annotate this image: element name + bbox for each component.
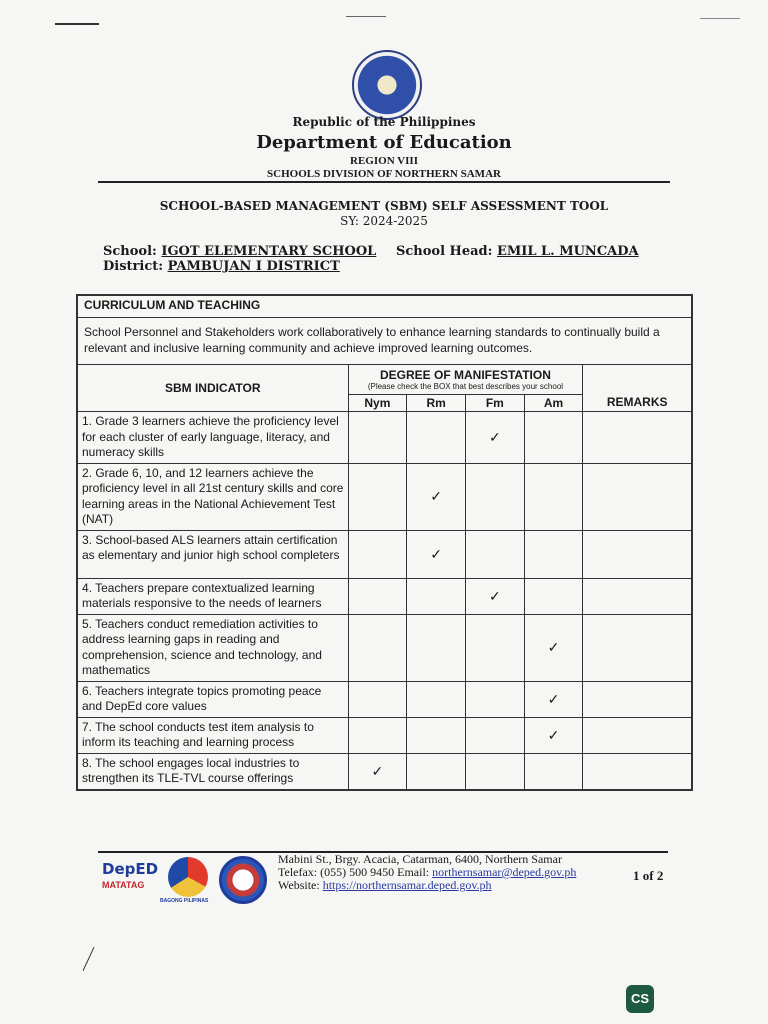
checkbox-cell-rm[interactable] xyxy=(407,463,466,530)
website-label: Website: xyxy=(278,878,320,892)
checkbox-cell-fm[interactable] xyxy=(465,614,524,681)
indicator-header: SBM INDICATOR xyxy=(78,365,349,412)
table-row xyxy=(78,530,692,578)
checkbox-cell-nym[interactable] xyxy=(348,753,407,789)
indicator-rows xyxy=(78,412,692,790)
checkbox-cell-nym[interactable] xyxy=(348,614,407,681)
remarks-header: REMARKS xyxy=(583,365,692,412)
header-divider xyxy=(98,181,670,183)
checkbox-cell-fm[interactable] xyxy=(465,681,524,717)
remarks-cell[interactable] xyxy=(583,530,692,578)
indicator-text: 2. Grade 6, 10, and 12 learners achieve the proficiency level in all 21st century skills and core learning areas in the National Achievement Test (NAT) xyxy=(78,463,349,530)
check-mark-icon: ✓ xyxy=(488,428,501,445)
indicator-text: 4. Teachers prepare contextualized learning materials responsive to the needs of learners xyxy=(78,578,349,614)
school-year: SY: 2024-2025 xyxy=(340,214,428,228)
district-info xyxy=(103,259,340,274)
checkbox-cell-rm[interactable] xyxy=(407,753,466,789)
department-title: Department of Education xyxy=(256,132,512,153)
checkbox-cell-rm[interactable] xyxy=(407,717,466,753)
republic-line: Republic of the Philippines xyxy=(292,115,476,129)
bagong-pilipinas-logo-icon xyxy=(168,857,208,897)
checkbox-cell-fm[interactable] xyxy=(465,530,524,578)
school-head-info xyxy=(396,244,639,259)
remarks-cell[interactable] xyxy=(583,614,692,681)
table-row xyxy=(78,614,692,681)
remarks-cell[interactable] xyxy=(583,578,692,614)
page-number: 1 of 2 xyxy=(633,868,664,883)
check-mark-icon: ✓ xyxy=(430,488,442,504)
school-head-name: EMIL L. MUNCADA xyxy=(496,244,639,259)
checkbox-cell-fm[interactable] xyxy=(465,753,524,789)
section-description: School Personnel and Stakeholders work collaboratively to enhance learning standards to continually build a relevant and inclusive learning community and achieve improved learning outcomes. xyxy=(78,318,692,365)
deped-matatag-logo xyxy=(102,860,158,890)
checkbox-cell-nym[interactable] xyxy=(348,578,407,614)
footer-address: Mabini St., Brgy. Acacia, Catarman, 6400, Northern Samar xyxy=(278,852,562,866)
table-row xyxy=(78,717,692,753)
scan-mark-top-left xyxy=(55,23,99,25)
deped-logo-text: DepED xyxy=(102,860,159,878)
level-header-am: Am xyxy=(524,395,583,412)
region-line: REGION VIII xyxy=(350,155,418,167)
scan-mark-top-center xyxy=(346,16,386,17)
district-name: PAMBUJAN I DISTRICT xyxy=(167,259,340,274)
school-info xyxy=(103,244,376,259)
telefax-label: Telefax: (055) 500 9450 Email: xyxy=(278,865,430,879)
footer-contact xyxy=(278,853,576,892)
checkbox-cell-am[interactable] xyxy=(524,753,583,789)
division-line: SCHOOLS DIVISION OF NORTHERN SAMAR xyxy=(267,168,501,180)
checkbox-cell-fm[interactable] xyxy=(465,578,524,614)
division-seal-icon xyxy=(219,856,267,904)
checkbox-cell-rm[interactable] xyxy=(407,614,466,681)
checkbox-cell-nym[interactable] xyxy=(348,463,407,530)
remarks-cell[interactable] xyxy=(583,717,692,753)
indicator-text: 5. Teachers conduct remediation activities to address learning gaps in reading and comprehension, science and technology, and mathematics xyxy=(78,614,349,681)
table-row xyxy=(78,412,692,464)
checkbox-cell-fm[interactable] xyxy=(465,412,524,464)
check-mark-icon: ✓ xyxy=(547,639,560,655)
checkbox-cell-am[interactable] xyxy=(524,463,583,530)
school-name: IGOT ELEMENTARY SCHOOL xyxy=(161,244,377,259)
indicator-text: 7. The school conducts test item analysis to inform its teaching and learning process xyxy=(78,717,349,753)
table-row xyxy=(78,463,692,530)
checkbox-cell-am[interactable] xyxy=(524,614,583,681)
remarks-cell[interactable] xyxy=(583,463,692,530)
table-row xyxy=(78,681,692,717)
checkbox-cell-nym[interactable] xyxy=(348,717,407,753)
checkbox-cell-am[interactable] xyxy=(524,681,583,717)
checkbox-cell-am[interactable] xyxy=(524,412,583,464)
form-title: SCHOOL-BASED MANAGEMENT (SBM) SELF ASSESSMENT TOOL xyxy=(159,199,609,213)
degree-note: (Please check the BOX that best describes your school xyxy=(367,382,564,391)
school-label: School: xyxy=(103,244,157,259)
scan-mark-top-right xyxy=(700,18,740,19)
checkbox-cell-am[interactable] xyxy=(524,717,583,753)
section-title: CURRICULUM AND TEACHING xyxy=(78,296,692,318)
checkbox-cell-fm[interactable] xyxy=(465,717,524,753)
check-mark-icon: ✓ xyxy=(430,545,442,562)
checkbox-cell-am[interactable] xyxy=(524,530,583,578)
assessment-table xyxy=(76,294,693,791)
checkbox-cell-nym[interactable] xyxy=(348,530,407,578)
degree-header-cell xyxy=(348,365,583,395)
checkbox-cell-rm[interactable] xyxy=(407,412,466,464)
camscanner-badge[interactable]: CS xyxy=(626,985,654,1013)
checkbox-cell-rm[interactable] xyxy=(407,681,466,717)
checkbox-cell-rm[interactable] xyxy=(407,578,466,614)
school-head-label: School Head: xyxy=(396,244,493,259)
deped-seal-icon xyxy=(352,50,422,120)
indicator-text: 6. Teachers integrate topics promoting peace and DepEd core values xyxy=(78,681,349,717)
indicator-text: 1. Grade 3 learners achieve the proficiency level for each cluster of early language, literacy, and numeracy skills xyxy=(78,412,349,464)
table-row xyxy=(78,753,692,789)
remarks-cell[interactable] xyxy=(583,412,692,464)
checkbox-cell-nym[interactable] xyxy=(348,681,407,717)
check-mark-icon: ✓ xyxy=(488,587,501,604)
remarks-cell[interactable] xyxy=(583,681,692,717)
district-label: District: xyxy=(103,259,164,274)
check-mark-icon: ✓ xyxy=(371,762,384,779)
check-mark-icon: ✓ xyxy=(547,690,560,707)
check-mark-icon: ✓ xyxy=(547,726,560,743)
checkbox-cell-rm[interactable] xyxy=(407,530,466,578)
matatag-text: MATATAG xyxy=(102,880,145,890)
level-header-nym: Nym xyxy=(348,395,407,412)
checkbox-cell-am[interactable] xyxy=(524,578,583,614)
remarks-cell[interactable] xyxy=(583,753,692,789)
level-header-fm: Fm xyxy=(465,395,524,412)
email-link[interactable]: northernsamar@deped.gov.ph xyxy=(432,865,577,879)
level-header-rm: Rm xyxy=(407,395,466,412)
checkbox-cell-fm[interactable] xyxy=(465,463,524,530)
indicator-text: 8. The school engages local industries to strengthen its TLE-TVL course offerings xyxy=(78,753,349,789)
degree-header: DEGREE OF MANIFESTATION xyxy=(379,368,551,382)
checkbox-cell-nym[interactable] xyxy=(348,412,407,464)
table-row xyxy=(78,578,692,614)
footer-website xyxy=(278,879,576,892)
indicator-text: 3. School-based ALS learners attain certification as elementary and junior high school completers xyxy=(78,530,349,578)
website-link[interactable]: https://northernsamar.deped.gov.ph xyxy=(322,878,492,892)
bagong-pilipinas-text: BAGONG PILIPINAS xyxy=(160,898,209,904)
pen-stroke xyxy=(83,947,95,971)
